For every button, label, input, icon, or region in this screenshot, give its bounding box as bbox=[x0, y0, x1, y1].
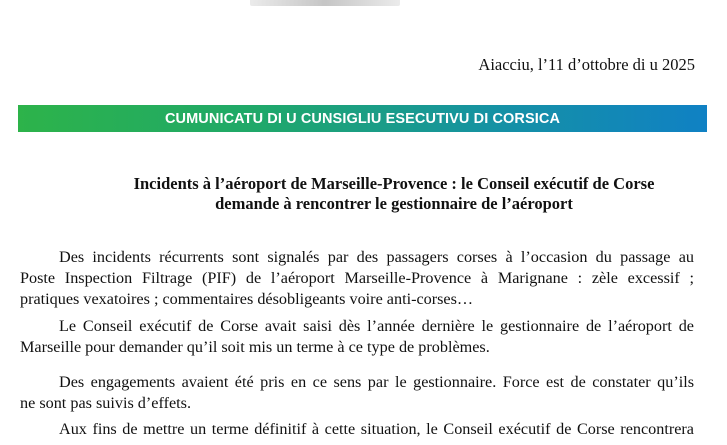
letterhead-fragment bbox=[250, 0, 400, 6]
paragraph-line: pratiques vexatoires ; commentaires désobligeants voire anti-corses… bbox=[20, 290, 474, 308]
paragraph-line: Des engagements avaient été pris en ce sens par le gestionnaire. Force est de constater qu’ils bbox=[59, 373, 694, 391]
paragraph-line: Aux fins de mettre un terme définitif à cette situation, le Conseil exécutif de Corse rencontrera bbox=[59, 420, 694, 438]
paragraph-line: Marseille pour demander qu’il soit mis un terme à ce type de problèmes. bbox=[20, 338, 490, 356]
paragraph-2 bbox=[20, 316, 694, 358]
paragraph-line: Le Conseil exécutif de Corse avait saisi dès l’année dernière le gestionnaire de l’aéroport de bbox=[59, 317, 694, 335]
paragraph-3 bbox=[20, 372, 694, 414]
paragraph-line: Des incidents récurrents sont signalés par des passagers corses à l’occasion du passage au bbox=[59, 248, 694, 266]
paragraph-line: ne sont pas suivis d’effets. bbox=[20, 394, 191, 412]
paragraph-line: Poste Inspection Filtrage (PIF) de l’aéroport Marseille-Provence à Marignane : zèle excessif ; bbox=[20, 269, 694, 287]
press-release-title bbox=[84, 174, 704, 214]
date-line: Aiacciu, l’11 d’ottobre di u 2025 bbox=[478, 55, 695, 74]
title-line-2: demande à rencontrer le gestionnaire de l’aéroport bbox=[215, 194, 573, 213]
title-line-1: Incidents à l’aéroport de Marseille-Provence : le Conseil exécutif de Corse bbox=[133, 174, 655, 193]
communique-banner bbox=[18, 105, 707, 132]
paragraph-4 bbox=[20, 419, 694, 440]
banner-label: CUMUNICATU DI U CUNSIGLIU ESECUTIVU DI CORSICA bbox=[164, 110, 561, 127]
paragraph-1 bbox=[20, 247, 694, 310]
